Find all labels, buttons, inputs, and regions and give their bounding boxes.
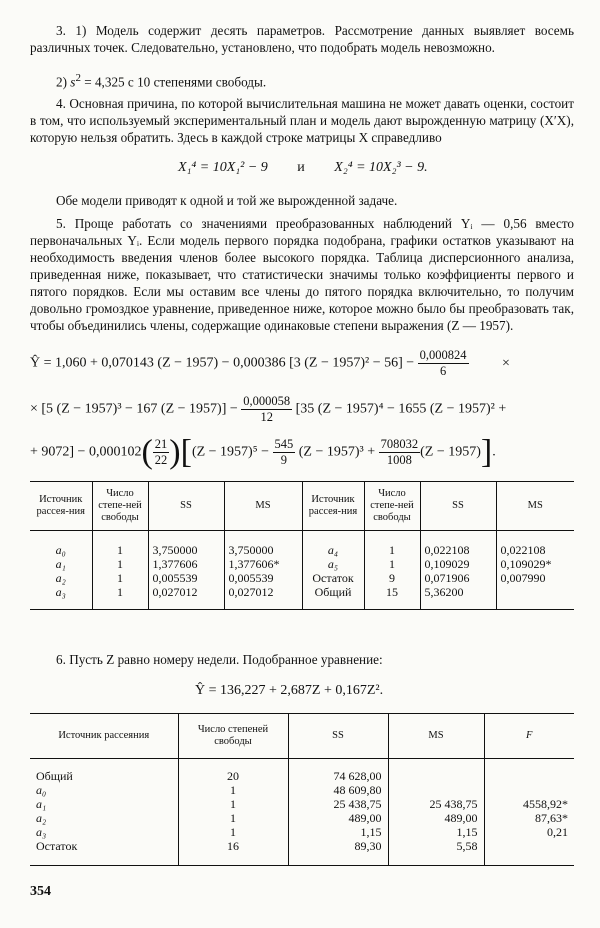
anova-table-2 <box>30 713 574 866</box>
page-number: 354 <box>30 884 51 899</box>
t1-col-ss: SS <box>148 482 224 531</box>
table-row: a₃ 1 0,027012 0,027012 Общий 15 5,36200 <box>30 585 574 610</box>
answer-4-text: 4. Основная причина, по которой вычислительная машина не может давать оценки, состоит в том, что используемый экспериментальный план и модель дают вырожденную матрицу (X′X), которую нельзя обратить. Здесь в каждой строке матрицы X справедливо <box>30 96 574 145</box>
fraction-3: $\frac{21}{22}$ <box>154 437 168 467</box>
t2-col-source: Источник рассеяния <box>30 714 178 759</box>
t1-col-ms-2: MS <box>496 482 574 531</box>
equation-line-2 <box>30 394 506 425</box>
table-row: a₁ 1 1,377606 1,377606* a₅ 1 0,109029 0,109029* <box>30 557 574 571</box>
answer-4-formulas <box>178 160 428 176</box>
table-row: a₁ 1 25 438,75 25 438,75 4558,92* <box>30 797 574 811</box>
answer-6-equation: Ŷ = 136,227 + 2,687Z + 0,167Z². <box>195 683 384 698</box>
s-symbol: s <box>70 74 76 90</box>
formula-conjunction: и <box>297 160 305 175</box>
fraction-2: $\frac{0,000058}{12}$ <box>243 394 291 424</box>
eq-line2b: [35 (Z − 1957)⁴ − 1655 (Z − 1957)² + <box>295 401 507 417</box>
eq-end: . <box>492 444 496 460</box>
t1-col-df: Число степе-ней свободы <box>92 482 148 531</box>
s-exponent: 2 <box>75 72 81 84</box>
fraction-1: $\frac{0,000824}{6}$ <box>419 348 467 378</box>
table-row: a₂ 1 489,00 489,00 87,63* <box>30 811 574 825</box>
answer-3-prefix: 2) <box>56 74 71 90</box>
eq-line1-text: Ŷ = 1,060 + 0,070143 (Z − 1957) − 0,000386 [3 (Z − 1957)² − 56] − <box>30 355 415 371</box>
times-sign: × <box>502 355 510 371</box>
t2-col-ss: SS <box>288 714 388 759</box>
table-row: Остаток 16 89,30 5,58 <box>30 839 574 866</box>
t1-col-ms: MS <box>224 482 302 531</box>
answer-3-suffix: = 4,325 с 10 степенями свободы. <box>80 74 267 90</box>
answer-3-part-2 <box>30 70 574 90</box>
answer-6-text: 6. Пусть Z равно номеру недели. Подобранное уравнение: <box>56 652 383 667</box>
table-row: a₂ 1 0,005539 0,005539 Остаток 9 0,071906 0,007990 <box>30 571 574 585</box>
answer-5-text: 5. Проще работать со значениями преобразованных наблюдений Yᵢ — 0,56 вместо первоначальных Yᵢ. Если модель первого порядка подобрана, графики остатков указывают на необходимость введения членов более высокого порядка. Таблица дисперсионного анализа, приведенная ниже, показывает, что статистически значимы только коэффициенты первого и пятого порядков. Если мы оставим все члены до пятого порядка включительно, то получим довольно громоздкое уравнение, приведенное ниже, которое можно было бы преобразовать так, чтобы объединились члены, содержащие одинаковые степени выражения (Z — 1957). <box>30 216 574 333</box>
answer-4-conclusion: Обе модели приводят к одной и той же вырожденной задаче. <box>56 193 398 208</box>
eq-line3b: (Z − 1957)⁵ − <box>191 444 269 460</box>
table1-header <box>30 482 574 531</box>
equation-line-1 <box>30 348 510 379</box>
t1-col-df-2: Число степе-ней свободы <box>364 482 420 531</box>
formula-x2: X₂⁴ = 10X₂³ − 9. <box>334 160 428 175</box>
answer-3-text: 3. 1) Модель содержит десять параметров. Рассмотрение данных выявляет восемь различных точек. Следовательно, установлено, что подобрать модель невозможно. <box>30 23 574 55</box>
anova-table-1 <box>30 481 574 610</box>
fraction-4: $\frac{545}{9}$ <box>274 437 294 467</box>
eq-line3c: (Z − 1957)³ + <box>298 444 376 460</box>
table-row: a₀ 1 48 609,80 <box>30 783 574 797</box>
equation-line-3: + 9072] − 0,000102( $\frac{21}{22}$ )[(Z − 1957)⁵ − $\frac{545}{9}$ (Z − 1957)³ + $\frac{708032}{1008}$ (Z − 1957)]. <box>30 433 496 471</box>
fraction-5: $\frac{708032}{1008}$ <box>380 437 419 467</box>
eq-line3a: + 9072] − 0,000102 <box>30 444 142 460</box>
t2-col-df: Число степеней свободы <box>178 714 288 759</box>
t1-col-source-2: Источник рассея-ния <box>302 482 364 531</box>
t1-col-source: Источник рассея-ния <box>30 482 92 531</box>
t2-col-ms: MS <box>388 714 484 759</box>
table-row: a₃ 1 1,15 1,15 0,21 <box>30 825 574 839</box>
eq-line2a: × [5 (Z − 1957)³ − 167 (Z − 1957)] − <box>30 401 238 417</box>
table2-header <box>30 714 574 759</box>
formula-x1: X₁⁴ = 10X₁² − 9 <box>178 160 268 175</box>
table-row: Общий 20 74 628,00 <box>30 759 574 784</box>
t2-col-f: F <box>484 714 574 759</box>
table-row: a₀ 1 3,750000 3,750000 a₄ 1 0,022108 0,022108 <box>30 531 574 558</box>
t1-col-ss-2: SS <box>420 482 496 531</box>
eq-line3d: (Z − 1957) <box>420 444 481 460</box>
